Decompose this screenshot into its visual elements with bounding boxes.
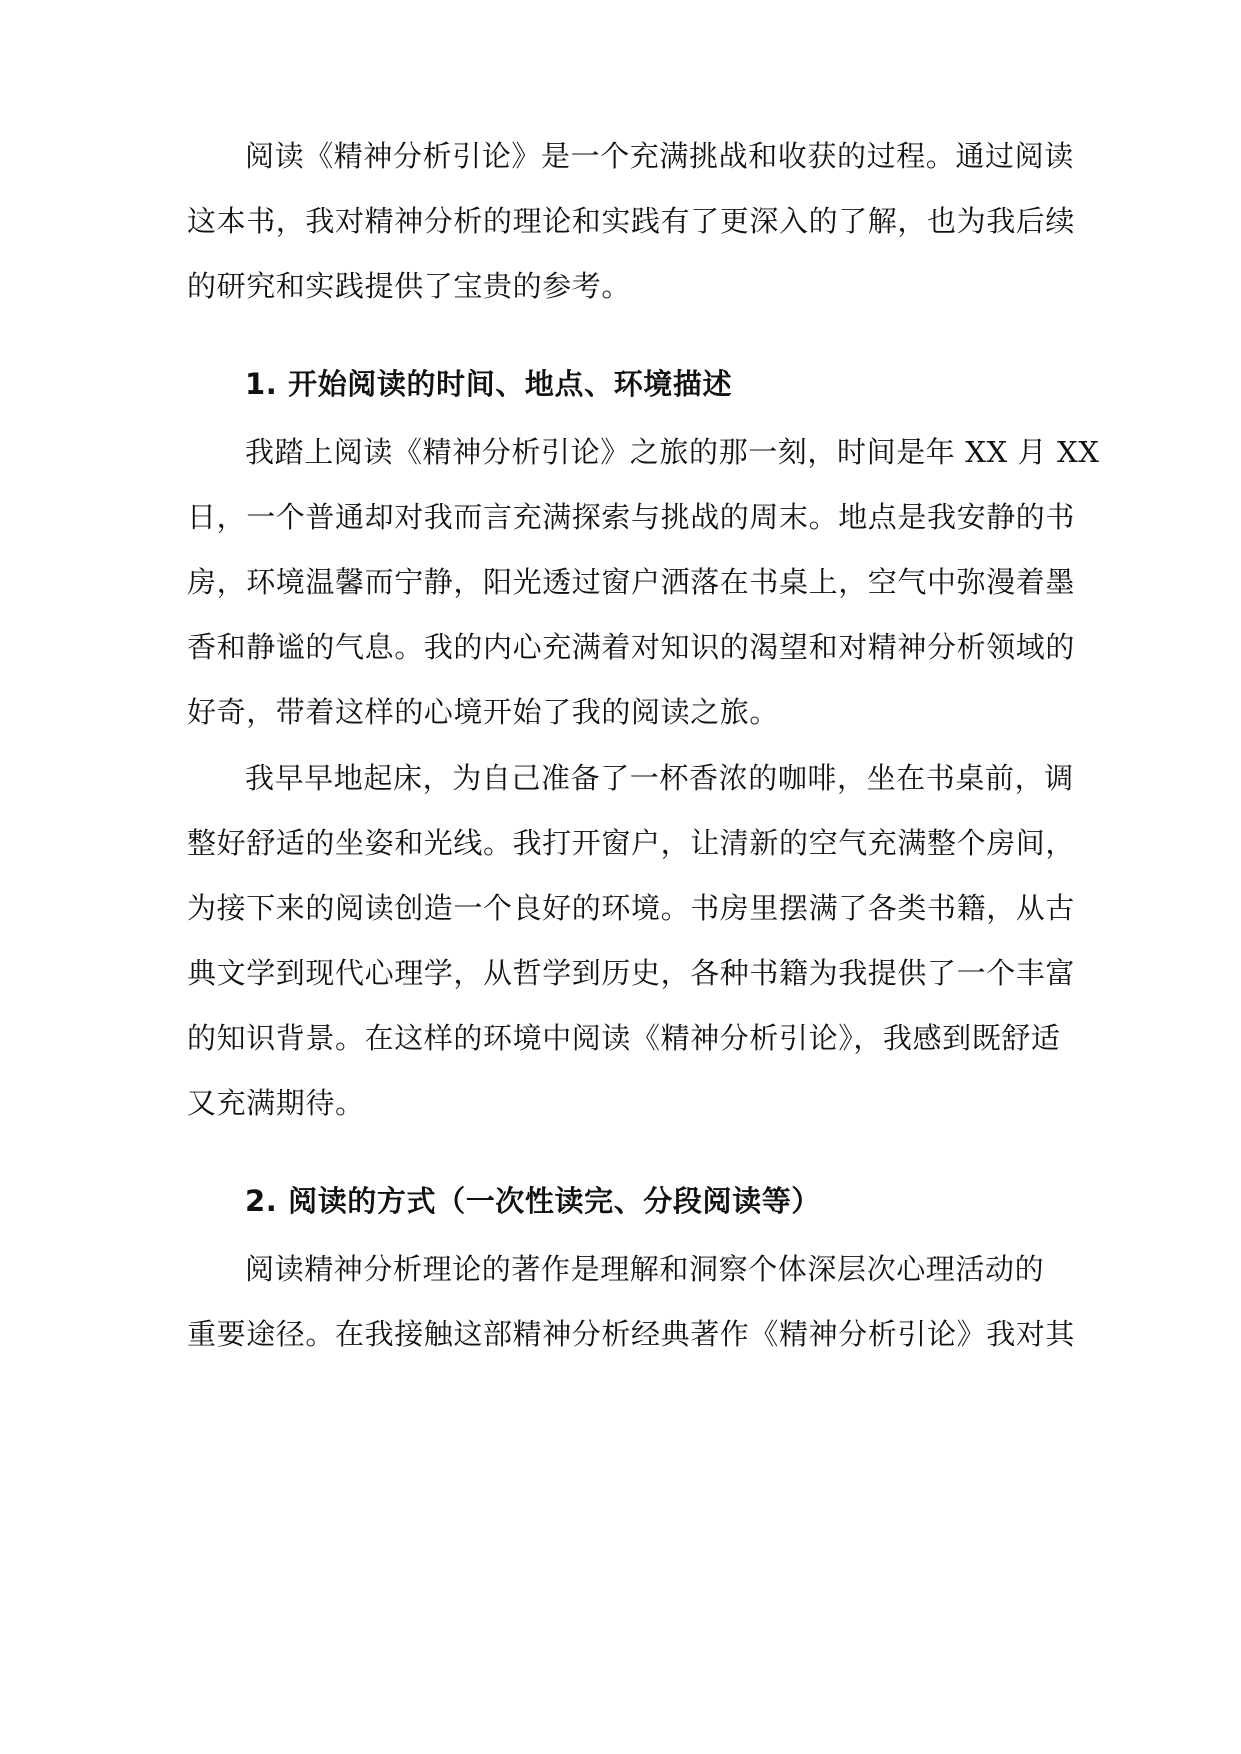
paragraph-line: 这本书，我对精神分析的理论和实践有了更深入的了解，也为我后续 [187, 204, 1076, 238]
paragraph-line: 为接下来的阅读创造一个良好的环境。书房里摆满了各类书籍，从古 [187, 891, 1076, 925]
paragraph-line: 我早早地起床，为自己准备了一杯香浓的咖啡，坐在书桌前，调 [245, 761, 1074, 795]
section-heading: 2. 阅读的方式（一次性读完、分段阅读等） [245, 1184, 821, 1218]
paragraph-line: 房，环境温馨而宁静，阳光透过窗户洒落在书桌上，空气中弥漫着墨 [187, 565, 1076, 599]
paragraph-line: 阅读《精神分析引论》是一个充满挑战和收获的过程。通过阅读 [245, 139, 1074, 173]
paragraph-line: 重要途径。在我接触这部精神分析经典著作《精神分析引论》我对其 [187, 1317, 1076, 1351]
paragraph-line: 的知识背景。在这样的环境中阅读《精神分析引论》，我感到既舒适 [187, 1021, 1061, 1055]
paragraph-line: 的研究和实践提供了宝贵的参考。 [187, 269, 632, 303]
paragraph-line: 香和静谧的气息。我的内心充满着对知识的渴望和对精神分析领域的 [187, 630, 1076, 664]
section-heading: 1. 开始阅读的时间、地点、环境描述 [245, 367, 733, 401]
paragraph-line: 典文学到现代心理学，从哲学到历史，各种书籍为我提供了一个丰富 [187, 956, 1076, 990]
paragraph-line: 阅读精神分析理论的著作是理解和洞察个体深层次心理活动的 [245, 1252, 1045, 1286]
paragraph-line: 我踏上阅读《精神分析引论》之旅的那一刻，时间是年 XX 月 XX [245, 435, 1100, 469]
paragraph-line: 日，一个普通却对我而言充满探索与挑战的周末。地点是我安静的书 [187, 500, 1076, 534]
paragraph-line: 好奇，带着这样的心境开始了我的阅读之旅。 [187, 695, 780, 729]
paragraph-line: 又充满期待。 [187, 1086, 365, 1120]
paragraph-line: 整好舒适的坐姿和光线。我打开窗户，让清新的空气充满整个房间， [187, 826, 1076, 860]
